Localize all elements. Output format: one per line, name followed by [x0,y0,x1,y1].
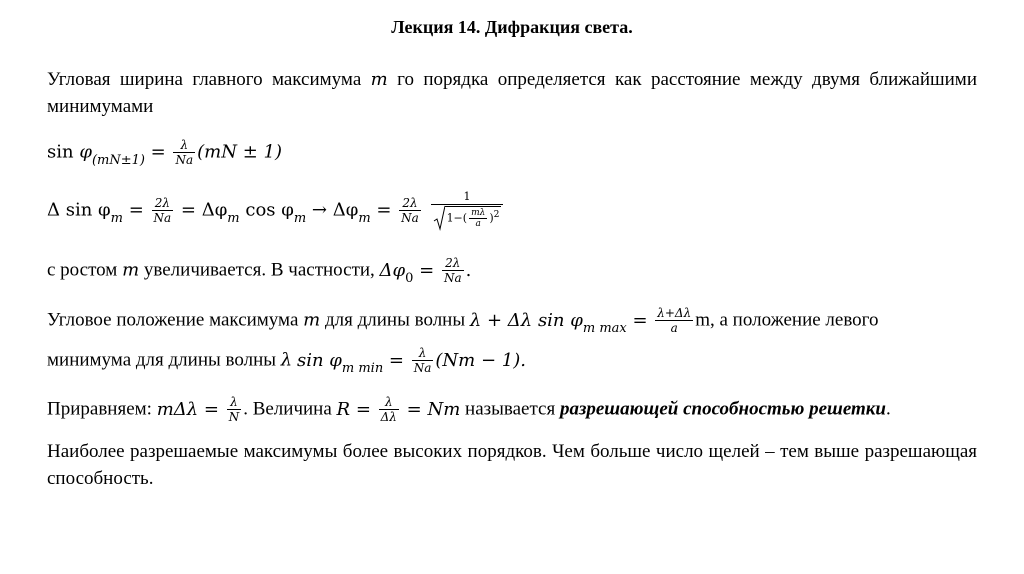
equate-frac [227,395,242,424]
equate-frac2-den: Δλ [380,410,397,424]
growth-frac-den: Na [443,271,462,285]
equate-frac-num: λ [227,395,242,410]
minimum-frac-den: Na [413,361,432,375]
eq1-frac-den: Na [175,153,194,167]
angular-text-2: для длины волны [324,309,466,331]
equate-Nm: = Nm [406,398,461,420]
intro-text-2: го порядка определяется как расстояние между двумя ближайшими минимумами [47,69,977,117]
angular-frac-den: a [670,321,678,335]
angular-frac-num: λ+Δλ [657,306,692,320]
eq2-inner-num: mλ [471,208,486,219]
equate-frac2-num: λ [379,395,399,410]
eq2-middle: = Δφ [180,199,228,221]
equate-text-2: . Величина [243,398,332,420]
growth-line: с ростом m увеличивается. В частности, $\Delta\varphi_0$ = $\frac{2\lambda}{Na}$ . [47,256,472,286]
eq2-cos: cos φ [245,199,294,221]
minimum-expr: sin φ [296,349,342,371]
eq2-frac3 [431,190,504,231]
minimum-line: минимума для длины волны λ $\sin \varphi_{m min}$ = $\frac{\lambda}{Na}$ (Nm − 1). [47,346,526,376]
intro-text-1: Угловая ширина главного максимума [47,69,362,90]
equation-sin-minimum: $\sin \varphi_{(mN\pm 1)}$ = $\frac{\lambda}{Na}$ (mN ± 1) [47,138,282,168]
sqrt-icon [433,205,445,231]
minimum-frac-num: λ [412,346,434,361]
equate-frac-den: N [228,410,240,424]
eq1-frac-num: λ [173,138,195,153]
minimum-frac [412,346,434,375]
angular-sub: m max [582,320,627,336]
eq2-sub-m: m [110,210,123,226]
eq2-frac2 [399,196,421,225]
eq2-arrow: → Δφ [311,199,359,221]
angular-m: m [303,309,321,331]
growth-expr: Δφ [379,259,406,281]
resolving-power-term: разрешающей способностью решетки [559,398,886,420]
angular-frac [655,306,693,335]
eq2-frac2-den: Na [401,211,419,225]
equate-line [47,395,891,424]
eq2-frac1-den: Na [153,211,172,225]
minimum-sub: m min [341,360,384,376]
eq2-sub-m-3: m [293,210,307,226]
eq2-part1: Δ sin φ [47,199,111,221]
eq2-inner-den: a [475,219,481,230]
eq1-lhs-var: φ [79,141,92,163]
equate-R: R = [336,398,371,420]
conclusion-paragraph: Наиболее разрешаемые максимумы более высоких порядков. Чем больше число щелей – тем выше разрешающая способность. [47,441,977,489]
eq2-sqrt: 1−( $\frac{m\lambda}{a}$ )$^2$ [431,205,504,231]
growth-m: m [122,259,140,281]
eq2-power: 2 [493,208,500,220]
sqrt-sign [433,205,445,231]
eq1-lhs-sub: (mN±1) [91,152,145,168]
equate-text-3: называется [465,398,556,420]
equate-expr: mΔλ = [156,398,219,420]
equate-frac2 [379,395,399,424]
angular-expr: λ + Δλ sin φ [469,309,583,331]
angular-text-1: Угловое положение максимума [47,309,299,331]
eq2-sub-m-4: m [358,210,371,226]
growth-text-2: увеличивается. В частности, [143,259,375,281]
angular-line: Угловое положение максимума m для длины волны λ + Δλ $\sin \varphi_{m max}$ = $\frac{\lambda+\Delta\lambda}{a}$ m, а положение левого [47,306,879,336]
growth-frac [442,256,464,285]
growth-frac-num: 2λ [442,256,464,271]
eq2-frac1 [152,196,174,225]
eq1-lhs-fn: sin [47,141,74,163]
eq2-frac3-num: 1 [431,190,504,205]
eq1-fraction [173,138,195,167]
growth-sub: 0 [405,270,414,286]
growth-text: с ростом [47,259,118,281]
eq2-frac1-num: 2λ [152,196,174,211]
eq1-rhs: (mN ± 1) [197,141,282,163]
lecture-title: Лекция 14. Дифракция света. [391,17,633,37]
intro-paragraph [47,66,977,120]
eq2-frac2-num: 2λ [399,196,421,211]
equate-dot: . [886,398,891,420]
eq2-sub-m-2: m [227,210,240,226]
angular-text-3: m, а положение левого [695,309,879,331]
intro-m: m [370,69,388,90]
equate-text: Приравняем: [47,398,152,420]
minimum-text: минимума для длины волны [47,349,277,371]
minimum-rhs: (Nm − 1). [435,349,526,371]
equation-delta: Δ $\sin \varphi_m$ = $\frac{2\lambda}{Na}$ = $\Delta\varphi_m$ $\cos \varphi_m \to \Delta\varphi_m$ = $\frac{2\lambda}{Na}$ 1 1−( $\frac{m\lambda}{a}$ )$^2$ [47,190,505,231]
minimum-lambda: λ [280,349,293,371]
eq2-inner-frac [469,208,487,229]
